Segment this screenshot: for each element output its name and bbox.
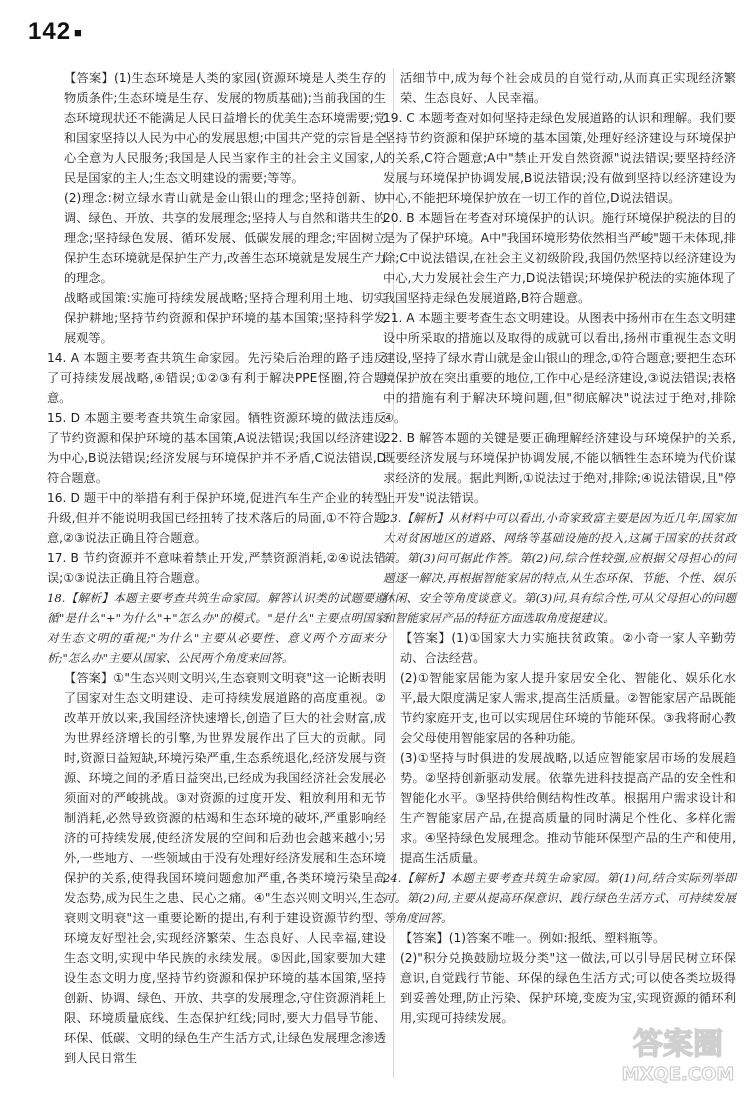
question-23-analysis: 23.【解析】从材料中可以看出,小奇家致富主要是因为近几年,国家加大对贫困地区的道路、网络等基础设施的投入,这属于国家的扶贫政策。第(3)问可据此作答。第(2)问,综合性较强,应根据父母担心的问题逐一解决,再根据智能家居的特点,从生态环保、节能、个性、娱乐休闲、安全等角度谈意义。第(3)问,具有综合性,可从父母担心的问题和智能家居产品的特征方面选取角度提建议。 — [383, 511, 736, 625]
question-22: 22. B 解答本题的关键是要正确理解经济建设与环境保护的关系,既要经济发展与环境保护协调发展,不能以牺牲生态环境为代价谋求经济的发展。据此判断,①说法过于绝对,排除;④说法错误,且"停止开发"说法错误。 — [383, 431, 736, 505]
answer-13-1: 【答案】(1)生态环境是人类的家园(资源环境是人类生存的物质条件;生态环境是生存、发展的物质基础);当前我国的生态环境现状还不能满足人民日益增长的优美生态环境需要;党和国家坚持以人民为中心的发展思想;中国共产党的宗旨是全心全意为人民服务;我国是人民当家作主的社会主义国家,人民是国家的主人;生态文明建设的需要;等等。 — [64, 71, 386, 185]
question-17: 17. B 节约资源并不意味着禁止开发,严禁资源消耗,②④说法错误;①③说法正确且符合题意。 — [47, 551, 386, 585]
left-column — [47, 68, 386, 1068]
question-23-answer-3: (3)①坚持与时俱进的发展战略,以适应智能家居市场的发展趋势。②坚持创新驱动发展。依靠先进科技提高产品的安全性和智能化水平。③坚持供给侧结构性改革。根据用户需求设计和生产智能家居产品,在提高质量的同时满足个性化、多样化需求。④坚持绿色发展理念。推动节能环保型产品的生产和使用,提高生活质量。 — [400, 751, 736, 865]
question-18-analysis: 18.【解析】本题主要考查共筑生命家园。解答认识类的试题要遵循"是什么"+"为什么"+"怎么办"的模式。"是什么"主要点明国家对生态文明的重视;"为什么"主要从必要性、意义两个方面来分析;"怎么办"主要从国家、公民两个角度来回答。 — [47, 591, 386, 665]
page-marker-icon: ■ — [74, 25, 83, 41]
answer-13-2: (2)理念:树立绿水青山就是金山银山的理念;坚持创新、协调、绿色、开放、共享的发展理念;坚持人与自然和谐共生的理念;坚持绿色发展、循环发展、低碳发展的理念;牢固树立保护生态环境就是保护生产力,改善生态环境就是发展生产力的理念。 — [64, 191, 386, 285]
question-19: 19. C 本题考查对如何坚持走绿色发展道路的认识和理解。我们要坚持节约资源和保护环境的基本国策,处理好经济建设与环境保护的关系,C符合题意;A中"禁止开发自然资源"说法错误;要坚持经济发展与环境保护协调发展,B说法错误;没有做到坚持以经济建设为中心,不能把环境保护放在一切工作的首位,D说法错误。 — [383, 111, 736, 205]
question-23-answer-1: 【答案】(1)①国家大力实施扶贫政策。②小奇一家人辛勤劳动、合法经营。 — [400, 631, 736, 665]
answer-13-3: 战略或国策:实施可持续发展战略;坚持合理利用土地、切实保护耕地;坚持节约资源和保护环境的基本国策;坚持科学发展观等。 — [64, 291, 386, 345]
question-18-answer: 【答案】①"生态兴则文明兴,生态衰则文明衰"这一论断表明了国家对生态文明建设、走可持续发展道路的高度重视。②改革开放以来,我国经济快速增长,创造了巨大的社会财富,成为世界经济增长的引擎,为世界发展作出了巨大的贡献。同时,资源日益短缺,环境污染严重,生态系统退化,经济发展与资源、环境之间的矛盾日益突出,已经成为我国经济社会发展必须面对的严峻挑战。③对资源的过度开发、粗放利用和无节制消耗,必然导致资源的枯竭和生态环境的破坏,严重影响经济的可持续发展,使经济发展的空间和后劲也会越来越小;另外,一些地方、一些领域由于没有处理好经济发展和生态环境保护的关系,使得我国环境问题愈加严重,各类环境污染呈高发态势,成为民生之患、民心之痛。④"生态兴则文明兴,生态衰则文明衰"这一重要论断的提出,有利于建设资源节约型、环境友好型社会,实现经济繁荣、生态良好、人民幸福,建设生态文明,实现中华民族的永续发展。⑤因此,国家要加大建设生态文明力度,坚持节约资源和保护环境的基本国策,坚持创新、协调、绿色、开放、共享的发展理念,守住资源消耗上限、环境质量底线、生态保护红线;同时,要大力倡导节能、环保、低碳、文明的绿色生产生活方式,让绿色发展理念渗透到人民日常生 — [64, 671, 386, 1065]
question-20: 20. B 本题旨在考查对环境保护的认识。施行环境保护税法的目的是为了保护环境。A中"我国环境形势依然相当严峻"题干未体现,排除;C中说法错误,在社会主义初级阶段,我国仍然坚持以经济建设为中心,大力发展社会生产力,D说法错误;环境保护税法的实施体现了我国坚持走绿色发展道路,B符合题意。 — [383, 211, 736, 305]
question-23-answer-2: (2)①智能家居能为家人提升家居安全化、智能化、娱乐化水平,最大限度满足家人需求,提高生活质量。②智能家居产品既能节约家庭开支,也可以实现居住环境的节能环保。③我将耐心教会父母使用智能家居的各种功能。 — [400, 671, 736, 745]
watermark-title: 答案圈 — [633, 1027, 723, 1062]
right-column — [383, 68, 736, 1028]
question-15: 15. D 本题主要考查共筑生命家园。牺牲资源环境的做法违反了节约资源和保护环境的基本国策,A说法错误;我国以经济建设为中心,B说法错误;经济发展与环境保护并不矛盾,C说法错误,D符合题意。 — [47, 411, 386, 485]
question-24-answer-2: (2)"积分兑换鼓励垃圾分类"这一做法,可以引导居民树立环保意识,自觉践行节能、环保的绿色生活方式;可以使各类垃圾得到妥善处理,防止污染、保护环境,变废为宝,实现资源的循环利用,实现可持续发展。 — [400, 951, 736, 1025]
watermark-url: MXQE.COM — [621, 1064, 735, 1085]
question-24-answer-1: 【答案】(1)答案不唯一。例如:报纸、塑料瓶等。 — [400, 931, 666, 945]
question-24-analysis: 24.【解析】本题主要考查共筑生命家园。第(1)问,结合实际列举即可。第(2)问,主要从提高环保意识、践行绿色生活方式、可持续发展等角度回答。 — [383, 871, 736, 925]
question-14: 14. A 本题主要考查共筑生命家园。先污染后治理的路子违反了可持续发展战略,④错误;①②③有利于解决PPE怪圈,符合题意。 — [47, 351, 386, 405]
watermark-logo — [608, 1018, 748, 1088]
question-16: 16. D 题干中的举措有利于保护环境,促进汽车生产企业的转型升级,但并不能说明我国已经扭转了技术落后的局面,①不符合题意,②③说法正确且符合题意。 — [47, 491, 386, 545]
question-21: 21. A 本题主要考查生态文明建设。从图表中扬州市在生态文明建设中所采取的措施以及取得的成就可以看出,扬州市重视生态文明建设,坚持了绿水青山就是金山银山的理念,①符合题意;要把生态环境保护放在突出重要的地位,工作中心是经济建设,③说法错误;表格中的措施有利于解决环境问题,但"彻底解决"说法过于绝对,排除④。 — [383, 311, 736, 425]
page-number: 142 ■ — [28, 18, 83, 45]
answer-18-continued: 活细节中,成为每个社会成员的自觉行动,从而真正实现经济繁荣、生态良好、人民幸福。 — [400, 71, 736, 105]
